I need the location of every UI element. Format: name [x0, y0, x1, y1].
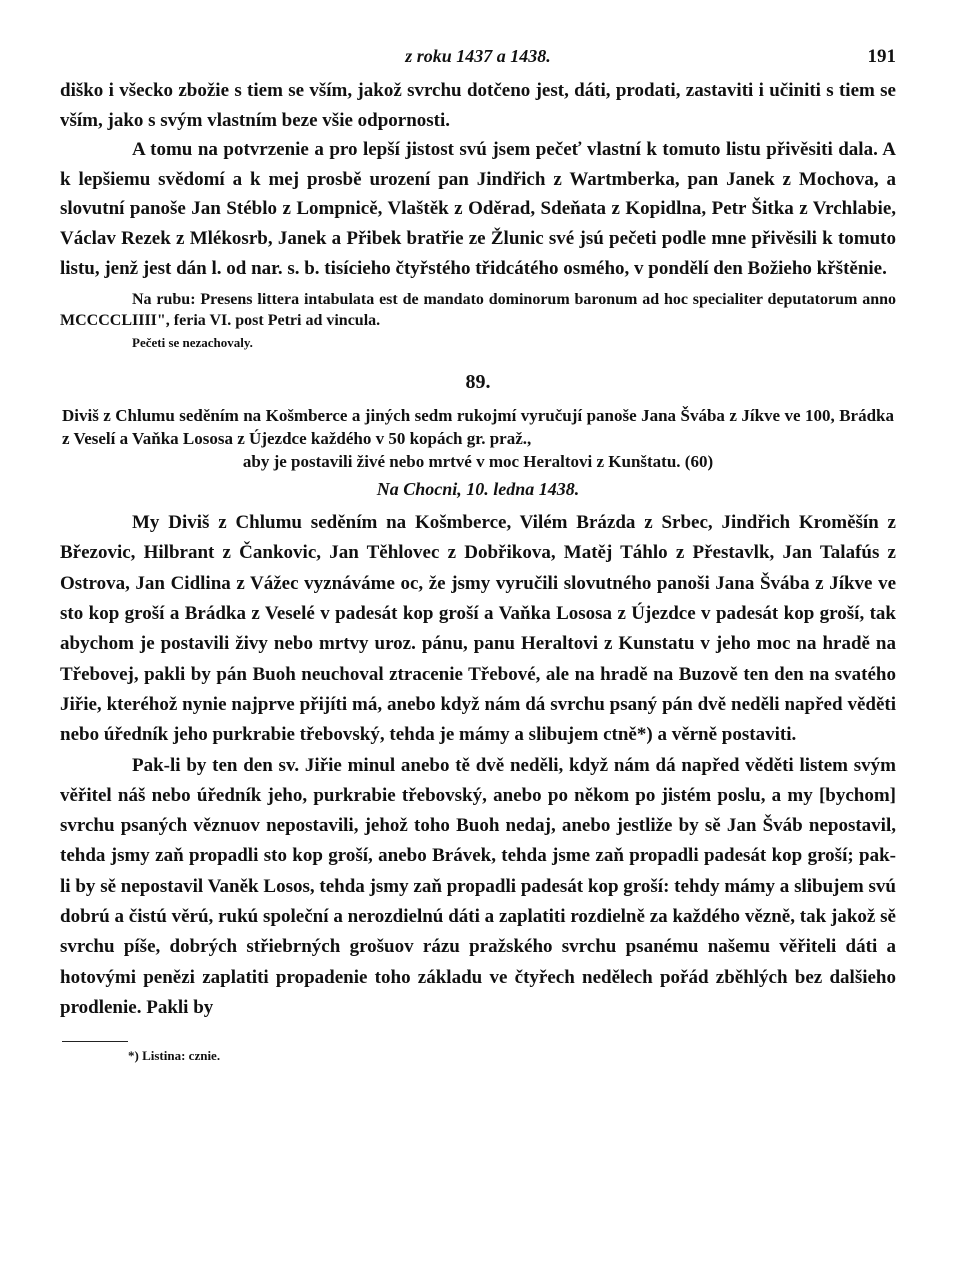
regest-text: Diviš z Chlumu seděním na Košmberce a jiných sedm rukojmí vyručují panoše Jana Švába z Jíkve ve 100, Brádka z Veselí a Vaňka Lososa z Újezdce každého v 50 kopách gr. praž.,: [62, 406, 894, 449]
continued-charter: [60, 76, 896, 353]
document-paragraph: My Diviš z Chlumu seděním na Košmberce, Vilém Brázda z Srbec, Jindřich Kroměšín z Březovic, Hilbrant z Čankovic, Jan Těhlovec z Dobřikova, Matěj Táhlo z Přestavlk, Jan Talafús z Ostrova, Jan Cidlina z Vážec vyznáváme oc, že jsmy vyručili slovutného panoši Jana Švába z Jíkve ve sto kop groší a Brádka z Veselé v padesát kop groší a Vaňka Lososa z Újezdce v padesát kop groší, tak abychom je postavili živy nebo mrtvy uroz. pánu, panu Heraltovi z Kunstatu v jeho moc na hradě na Třebovej, pakli by pán Buoh neuchoval ztracenie Třebové, ale na hradě na Buzově ten den na svatého Jiřie, kteréhož nynie najprve přijíti má, anebo když nám dá svrchu psaný pán dvě neděli napřed věděti nebo úředník jeho purkrabie třebovský, tehda je mámy a slibujem ctně*) a věrně postaviti.: [60, 512, 896, 746]
rubric-note: Na rubu: Presens littera intabulata est de mandato dominorum baronum ad hoc specialiter deputatorum anno MCCCCLIIII", feria VI. post Petri ad vincula.: [60, 291, 896, 330]
document-paragraph: Pak-li by ten den sv. Jiřie minul anebo tě dvě neděli, když nám dá napřed věděti listem svým věřitel náš nebo úředník jeho, purkrabie třebovský, anebo po někom po jistém poslu, a my [bychom] svrchu psaných věznuov nepostavili, jehož toho Buoh nedaj, anebo jestliže by sě Jan Šváb nepostavil, tehda jsmy zaň propadli sto kop groší, anebo Brávek, tehda jsme zaň propadli padesát kop groší; pak-li by sě nepostavil Vaněk Losos, tehda jsmy zaň propadli padesát kop groší: tehdy mámy a slibujem svú dobrú a čistú věrú, rukú společní a nerozdielnú dáti a zaplatiti rozdielně za každého vězně, tak jakož sě svrchu píše, dobrých střiebrných grošuov rázu pražského svrchu psanému našemu věřiteli dáti a hotovými penězi zaplatiti propadenie toho základu ve čtyřech nedělech pořád zběhlých bez dalšieho prodlenie. Pakli by: [60, 754, 896, 1018]
charter-paragraph: diško i všecko zbožie s tiem se vším, jakož svrchu dotčeno jest, dáti, prodati, zastaviti i učiniti s tiem se vším, jako s svým vlastním beze všie odpornosti.: [60, 80, 896, 131]
charter-paragraph: A tomu na potvrzenie a pro lepší jistost svú jsem pečeť vlastní k tomuto listu přivěsiti dala. A k lepšiemu svědomí a k mej prosbě urození pan Jindřich z Wartmberka, pan Janek z Mochova, a slovutní panoše Jan Stéblo z Lompnicě, Vlaštěk z Oděrad, Sdeňata z Kopidlna, Petr Šitka z Vrchlabie, Václav Rezek z Mlékosrb, Janek a Přibek bratřie ze Žlunic své jsú pečeti podle mne přivěsili k tomuto listu, jenž jest dán l. od nar. s. b. tisícieho čtyřstého třidcátého osmého, v pondělí den Božieho křštěnie.: [60, 139, 896, 279]
footnote: *) Listina: cznie.: [128, 1048, 221, 1064]
running-title: z roku 1437 a 1438.: [405, 46, 551, 66]
seal-note: Pečeti se nezachovaly.: [132, 335, 253, 351]
footnote-divider: [62, 1041, 128, 1042]
page-number: 191: [867, 46, 896, 67]
regest-text-last: aby je postavili živé nebo mrtvé v moc Heraltovi z Kunštatu. (60): [242, 452, 714, 472]
book-page: [60, 40, 896, 1064]
document-regest: [60, 404, 896, 473]
dateline: Na Chocni, 10. ledna 1438.: [376, 479, 580, 500]
page-header: [60, 40, 896, 76]
document-number: 89.: [465, 371, 491, 394]
document-body: [60, 508, 896, 1023]
